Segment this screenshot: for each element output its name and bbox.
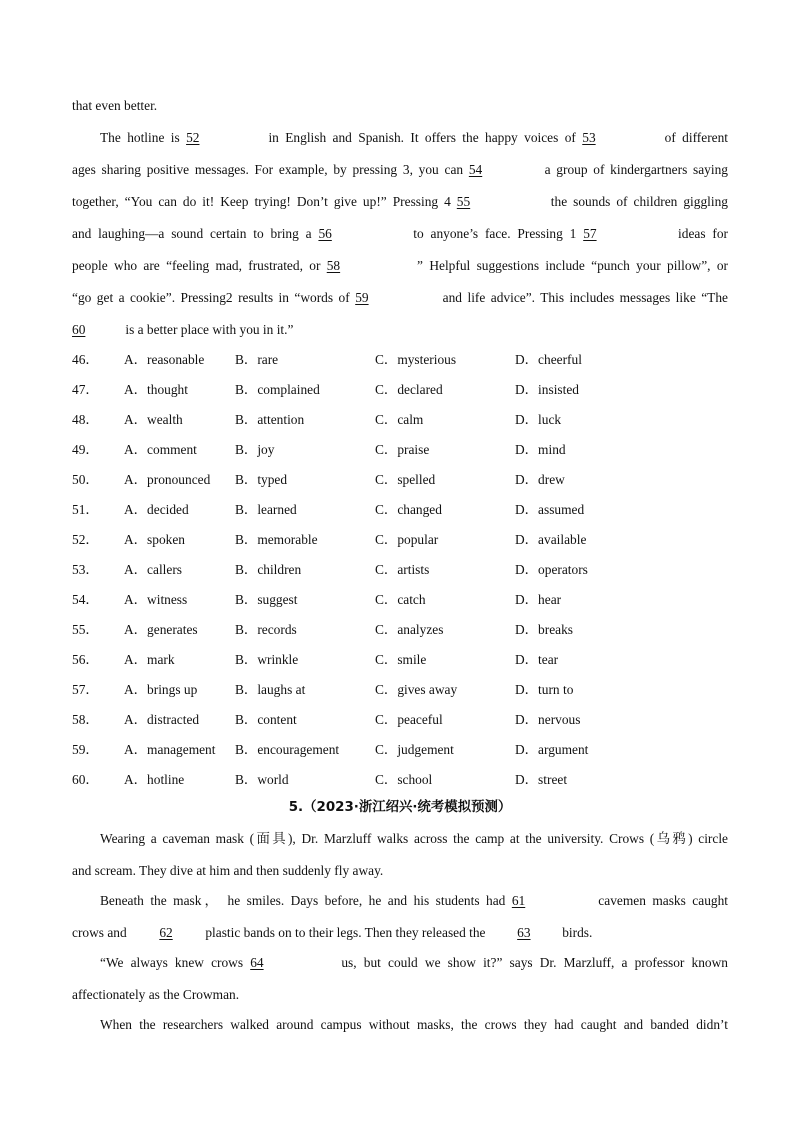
passage-line bbox=[100, 892, 728, 910]
option-a[interactable]: A．brings up bbox=[124, 682, 198, 697]
text: ideas for bbox=[671, 226, 728, 241]
text: Wearing a caveman mask (面具), Dr. Marzluff walks across the camp at the university. Crows (乌鸦) circle bbox=[100, 831, 728, 846]
question-row-49 bbox=[72, 441, 732, 459]
option-c[interactable]: C．declared bbox=[375, 382, 443, 397]
passage-line bbox=[72, 257, 728, 275]
text: and laughing—a sound certain to bring a bbox=[72, 226, 319, 241]
option-c[interactable]: C．spelled bbox=[375, 472, 436, 487]
option-d[interactable]: D．hear bbox=[515, 592, 562, 607]
option-a[interactable]: A．pronounced bbox=[124, 472, 211, 487]
question-row-46 bbox=[72, 351, 732, 369]
passage-line bbox=[72, 193, 728, 211]
option-d[interactable]: D．assumed bbox=[515, 502, 585, 517]
text: ages sharing positive messages. For example, by pressing 3, you can bbox=[72, 162, 469, 177]
blank-56: 56 bbox=[318, 226, 332, 241]
option-b[interactable]: B．laughs at bbox=[235, 682, 306, 697]
option-b[interactable]: B．records bbox=[235, 622, 297, 637]
passage-line bbox=[72, 225, 728, 243]
option-d[interactable]: D．breaks bbox=[515, 622, 574, 637]
option-c[interactable]: C．gives away bbox=[375, 682, 458, 697]
blank-60: 60 bbox=[72, 322, 86, 337]
option-c[interactable]: C．judgement bbox=[375, 742, 454, 757]
text: a group of kindergartners saying bbox=[538, 162, 728, 177]
option-b[interactable]: B．attention bbox=[235, 412, 305, 427]
option-d[interactable]: D．drew bbox=[515, 472, 565, 487]
option-c[interactable]: C．calm bbox=[375, 412, 424, 427]
text: crows and bbox=[72, 925, 131, 940]
option-b[interactable]: B．learned bbox=[235, 502, 297, 517]
text: and scream. They dive at him and then suddenly fly away. bbox=[72, 863, 384, 878]
option-a[interactable]: A．witness bbox=[124, 592, 188, 607]
passage-line bbox=[72, 862, 728, 880]
text: The hotline is bbox=[100, 130, 187, 145]
option-a[interactable]: A．callers bbox=[124, 562, 183, 577]
option-c[interactable]: C．artists bbox=[375, 562, 430, 577]
question-number: 54． bbox=[72, 592, 99, 607]
passage-line bbox=[100, 830, 728, 848]
question-number: 46． bbox=[72, 352, 99, 367]
passage-line bbox=[100, 954, 728, 972]
option-c[interactable]: C．school bbox=[375, 772, 433, 787]
text: “go get a cookie”. Pressing2 results in “words of bbox=[72, 290, 356, 305]
question-number: 55． bbox=[72, 622, 99, 637]
option-d[interactable]: D．turn to bbox=[515, 682, 574, 697]
option-d[interactable]: D．street bbox=[515, 772, 568, 787]
passage-line bbox=[72, 97, 728, 115]
option-a[interactable]: A．management bbox=[124, 742, 216, 757]
question-row-53 bbox=[72, 561, 732, 579]
option-c[interactable]: C．mysterious bbox=[375, 352, 457, 367]
option-a[interactable]: A．reasonable bbox=[124, 352, 205, 367]
option-d[interactable]: D．available bbox=[515, 532, 587, 547]
option-a[interactable]: A．generates bbox=[124, 622, 198, 637]
section-title: 5.（2023·浙江绍兴·统考模拟预测） bbox=[288, 800, 512, 815]
option-c[interactable]: C．catch bbox=[375, 592, 426, 607]
option-b[interactable]: B．suggest bbox=[235, 592, 298, 607]
text: plastic bands on to their legs. Then they released the bbox=[202, 925, 489, 940]
option-b[interactable]: B．complained bbox=[235, 382, 320, 397]
passage-line bbox=[72, 321, 728, 339]
passage-line bbox=[100, 129, 728, 147]
blank-58: 58 bbox=[326, 258, 341, 273]
question-number: 47． bbox=[72, 382, 99, 397]
passage-line bbox=[100, 1016, 728, 1034]
option-c[interactable]: C．analyzes bbox=[375, 622, 444, 637]
question-number: 51． bbox=[72, 502, 99, 517]
text: birds. bbox=[558, 925, 593, 940]
question-number: 50． bbox=[72, 472, 99, 487]
question-row-52 bbox=[72, 531, 732, 549]
text: us, but could we show it?” says Dr. Marzluff, a professor known bbox=[334, 955, 728, 970]
text: “We always knew crows bbox=[100, 955, 251, 970]
text: affectionately as the Crowman. bbox=[72, 987, 240, 1002]
option-c[interactable]: C．popular bbox=[375, 532, 439, 547]
text: Beneath the mask， he smiles. Days before, he and his students had bbox=[100, 893, 512, 908]
question-number: 60． bbox=[72, 772, 99, 787]
text: ” Helpful suggestions include “punch your pillow”, or bbox=[410, 258, 728, 273]
question-number: 58． bbox=[72, 712, 99, 727]
option-c[interactable]: C．praise bbox=[375, 442, 430, 457]
text: people who are “feeling mad, frustrated, or bbox=[72, 258, 327, 273]
option-c[interactable]: C．peaceful bbox=[375, 712, 443, 727]
option-b[interactable]: B．content bbox=[235, 712, 297, 727]
option-b[interactable]: B．children bbox=[235, 562, 302, 577]
option-b[interactable]: B．encouragement bbox=[235, 742, 340, 757]
option-a[interactable]: A．hotline bbox=[124, 772, 185, 787]
blank-53: 53 bbox=[582, 130, 596, 145]
option-d[interactable]: D．cheerful bbox=[515, 352, 582, 367]
option-b[interactable]: B．wrinkle bbox=[235, 652, 299, 667]
text: is a better place with you in it.” bbox=[122, 322, 294, 337]
option-b[interactable]: B．typed bbox=[235, 472, 288, 487]
blank-64: 64 bbox=[250, 955, 264, 970]
option-d[interactable]: D．operators bbox=[515, 562, 588, 577]
option-d[interactable]: D．mind bbox=[515, 442, 566, 457]
option-c[interactable]: C．changed bbox=[375, 502, 442, 517]
blank-59: 59 bbox=[355, 290, 369, 305]
blank-62: 62 bbox=[159, 925, 173, 940]
blank-54: 54 bbox=[468, 162, 483, 177]
question-number: 53． bbox=[72, 562, 99, 577]
option-d[interactable]: D．tear bbox=[515, 652, 559, 667]
option-b[interactable]: B．rare bbox=[235, 352, 279, 367]
option-c[interactable]: C．smile bbox=[375, 652, 427, 667]
blank-52: 52 bbox=[186, 130, 200, 145]
passage-line bbox=[72, 924, 728, 942]
option-a[interactable]: A．decided bbox=[124, 502, 189, 517]
passage-line bbox=[72, 986, 728, 1004]
question-number: 49． bbox=[72, 442, 99, 457]
question-row-55 bbox=[72, 621, 732, 639]
question-number: 59． bbox=[72, 742, 99, 757]
blank-63: 63 bbox=[517, 925, 531, 940]
question-row-60 bbox=[72, 771, 732, 789]
question-row-56 bbox=[72, 651, 732, 669]
text: the sounds of children giggling bbox=[544, 194, 729, 209]
text: cavemen masks caught bbox=[591, 893, 728, 908]
text: and life advice”. This includes messages like “The bbox=[437, 290, 728, 305]
passage-line bbox=[72, 161, 728, 179]
option-a[interactable]: A．mark bbox=[124, 652, 175, 667]
option-b[interactable]: B．joy bbox=[235, 442, 275, 457]
question-row-57 bbox=[72, 681, 732, 699]
text: When the researchers walked around campus without masks, the crows they had caught and banded didn’t bbox=[100, 1017, 728, 1032]
option-a[interactable]: A．comment bbox=[124, 442, 197, 457]
question-row-47 bbox=[72, 381, 732, 399]
text: that even better. bbox=[72, 98, 158, 113]
option-a[interactable]: A．spoken bbox=[124, 532, 185, 547]
option-b[interactable]: B．memorable bbox=[235, 532, 318, 547]
option-d[interactable]: D．insisted bbox=[515, 382, 579, 397]
question-number: 56． bbox=[72, 652, 99, 667]
option-d[interactable]: D．argument bbox=[515, 742, 589, 757]
question-row-48 bbox=[72, 411, 732, 429]
question-row-58 bbox=[72, 711, 732, 729]
option-a[interactable]: A．distracted bbox=[124, 712, 200, 727]
option-a[interactable]: A．wealth bbox=[124, 412, 183, 427]
blank-55: 55 bbox=[456, 194, 471, 209]
blank-61: 61 bbox=[511, 893, 526, 908]
text: to anyone’s face. Pressing 1 bbox=[406, 226, 584, 241]
text: of different bbox=[658, 130, 729, 145]
question-row-51 bbox=[72, 501, 732, 519]
text: in English and Spanish. It offers the happy voices of bbox=[262, 130, 583, 145]
question-row-59 bbox=[72, 741, 732, 759]
question-row-54 bbox=[72, 591, 732, 609]
blank-57: 57 bbox=[583, 226, 597, 241]
question-number: 52． bbox=[72, 532, 99, 547]
text: together, “You can do it! Keep trying! Don’t give up!” Pressing 4 bbox=[72, 194, 457, 209]
question-row-50 bbox=[72, 471, 732, 489]
option-d[interactable]: D．luck bbox=[515, 412, 562, 427]
option-a[interactable]: A．thought bbox=[124, 382, 188, 397]
option-d[interactable]: D．nervous bbox=[515, 712, 581, 727]
question-number: 57． bbox=[72, 682, 99, 697]
passage-line bbox=[72, 289, 728, 307]
question-number: 48． bbox=[72, 412, 99, 427]
option-b[interactable]: B．world bbox=[235, 772, 289, 787]
